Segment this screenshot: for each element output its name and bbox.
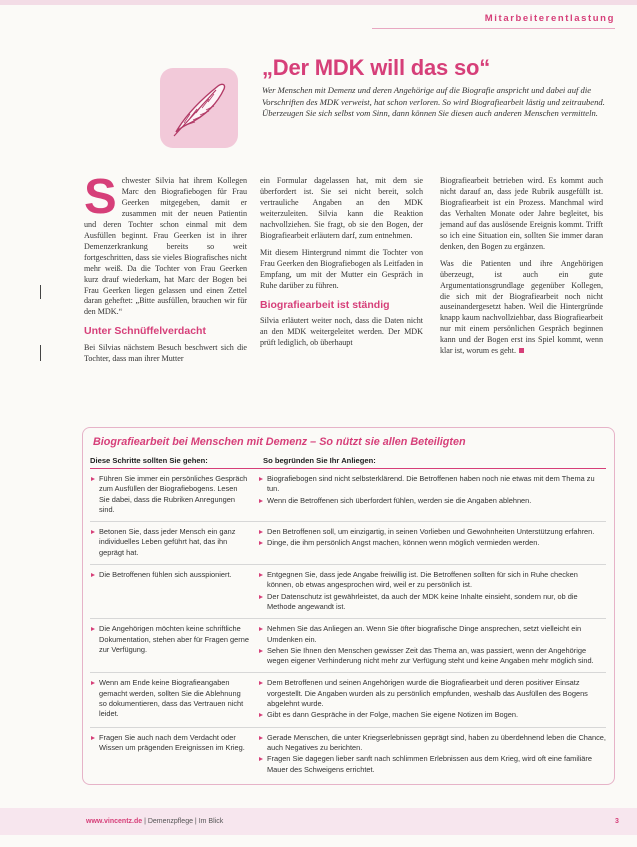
table-body (90, 469, 606, 781)
bullet-item: Fragen Sie auch nach dem Verdacht oder Wissen um prägenden Ereignissen im Krieg. (90, 733, 250, 754)
reason-cell (258, 570, 606, 613)
table-row (90, 564, 606, 618)
table-row (90, 727, 606, 781)
drop-cap: S (84, 170, 117, 224)
bullet-item: Gerade Menschen, die unter Kriegserlebnissen geprägt sind, haben zu überdehnend leben die Chance, auch Negatives zu berichten. (258, 733, 606, 754)
info-box-title: Biografiearbeit bei Menschen mit Demenz – So nützt sie allen Beteiligten (93, 436, 466, 448)
reason-cell (258, 733, 606, 776)
reason-cell (258, 527, 606, 559)
footer-url[interactable]: www.vincentz.de (86, 818, 143, 825)
margin-mark (40, 345, 41, 361)
step-cell (90, 624, 258, 667)
info-table (90, 456, 606, 781)
paragraph: ein Formular dagelassen hat, mit dem sie überfordert ist. Sie sei nicht bereit, solch vertrauliche Angaben an den MDK weiterzuleiten. Silvia kann die Reaktion nachvollziehen. Sie fragt, ob sie den Bogen, der Biografiearbeit erläutern darf, zum entnehmen. (260, 176, 423, 240)
bullet-item: Die Betroffenen fühlen sich ausspioniert. (90, 570, 250, 580)
step-cell (90, 527, 258, 559)
bullet-item: Wenn am Ende keine Biografieangaben gemacht werden, sollten Sie die Ablehnung so dokumentieren, dass das Vertrauen nicht leidet. (90, 678, 250, 719)
bullet-item: Wenn die Betroffenen sich überfordert fühlen, werden sie die Angaben ablehnen. (258, 496, 606, 506)
text-column-1 (84, 170, 247, 371)
table-row (90, 672, 606, 726)
bullet-item: Sehen Sie Ihnen den Menschen gewisser Zeit das Thema an, was passiert, wenn der Angehörige wegen eigener Verhinderung nicht mehr zur Verfügung steht und keine Angaben mehr möglich sind. (258, 646, 606, 667)
bullet-item: Dinge, die ihm persönlich Angst machen, können wenn möglich vermieden werden. (258, 538, 606, 548)
step-cell (90, 474, 258, 516)
bullet-item: Nehmen Sie das Anliegen an. Wenn Sie öfter biografische Dinge ansprechen, setzt vielleicht ein Umdenken ein. (258, 624, 606, 645)
page-number: 3 (615, 818, 619, 825)
step-cell (90, 733, 258, 776)
subheading: Biografiearbeit ist ständig (260, 298, 390, 311)
reason-cell (258, 624, 606, 667)
margin-mark (40, 285, 41, 299)
reason-cell (258, 678, 606, 721)
table-row (90, 618, 606, 672)
bullet-item: Gibt es dann Gespräche in der Folge, machen Sie eigene Notizen im Bogen. (258, 710, 606, 720)
reason-cell (258, 474, 606, 516)
feather-icon (160, 68, 238, 148)
paragraph: Bei Silvias nächstem Besuch beschwert sich die Tochter, dass man ihrer Mutter (84, 343, 247, 364)
paragraph: Was die Patienten und ihre Angehörigen überzeugt, ist auch ein gute Argumentationsgrundlage gegenüber Kollegen, die sich mit der Biografiearbeit noch nicht auseinandergesetzt haben. Weil die Hintergründe knapp kaum nachvollziehbar, dass Biografiearbeit nur mit einem persönlichen Gespräch beginnen kann und der Bogen erst ins Spiel kommt, wenn klar ist, worum es geht. (440, 258, 603, 356)
bullet-item: Die Angehörigen möchten keine schriftliche Dokumentation, stehen aber für Fragen gerne zur Verfügung. (90, 624, 250, 655)
footer-label: | Demenzpflege | Im Blick (142, 818, 224, 825)
bullet-item: Dem Betroffenen und seinen Angehörigen wurde die Biografiearbeit und deren positiver Einsatz vorgestellt. Die Angaben wurden als zu persönlich empfunden, weshalb das Ausfüllen des Bogens abgelehnt wurde. (258, 678, 606, 709)
text-column-2 (260, 176, 423, 355)
step-cell (90, 678, 258, 721)
feather-logo (160, 68, 238, 148)
text-column-3 (440, 176, 603, 363)
column-header: So begründen Sie Ihr Anliegen: (263, 456, 376, 465)
paragraph: Silvia erläutert weiter noch, dass die Daten nicht an den MDK weitergeleitet werden. Der MDK prüft lediglich, ob überhaupt (260, 316, 423, 348)
paragraph: chwester Silvia hat ihrem Kollegen Marc den Biografiebogen für Frau Geerken mitgegeben, damit er zusammen mit der neuen Patientin und deren Tochter schon einmal mit dem Ausfüllen beginnt. Frau Geerken ist in ihrer Demenzerkrankung bereits so weit fortgeschritten, dass sie vieles Biografisches nicht mehr weiß. Da die Tochter von Frau Geerken kurz drauf wiederkam, hat Marc der Bogen bei Frau Geerken liegen gelassen und einen Zettel daran geheftet: „Bitte ausfüllen, brauchen wir für den MDK.“ (84, 176, 247, 317)
bullet-item: Führen Sie immer ein persönliches Gespräch zum Ausfüllen der Biografiebogens. Lesen Sie dabei, dass die Rubriken Anregungen sind. (90, 474, 250, 515)
bullet-item: Den Betroffenen soll, um einzigartig, in seinen Vorlieben und Gewohnheiten Unterstützung erfahren. (258, 527, 606, 537)
bullet-item: Entgegnen Sie, dass jede Angabe freiwillig ist. Die Betroffenen sollten für sich in Ruhe checken können, ob etwas angesprochen wird, weil er zu persönlich ist. (258, 570, 606, 591)
bullet-item: Der Datenschutz ist gewährleistet, da auch der MDK keine Inhalte einsieht, sondern nur, ob die Methode angewandt ist. (258, 592, 606, 613)
column-header: Diese Schritte sollten Sie gehen: (90, 456, 208, 465)
bullet-item: Fragen Sie dagegen lieber sanft nach schlimmen Erlebnissen aus dem Krieg, wird oft eine familiäre Mauer des Schweigens errichtet. (258, 754, 606, 775)
paragraph: Biografiearbeit betrieben wird. Es kommt auch nicht darauf an, dass jede Rubrik ausgefüllt ist. Biografiearbeit ist ein Prozess. Manchmal wird das Verhalten Monate oder Jahre begleitet, bis jemand auf das auslösende Ereignis kommt. Trifft so ich eine Situation ein, sollten Sie immer daran denken, den Bogen zu ergänzen. (440, 176, 603, 251)
section-divider (372, 28, 615, 29)
article-title: „Der MDK will das so“ (262, 55, 491, 80)
step-cell (90, 570, 258, 613)
subheading: Unter Schnüffelverdacht (84, 325, 206, 338)
paragraph: Mit diesem Hintergrund nimmt die Tochter von Frau Geerken den Biografiebogen als Leitfaden in Empfang, um mit der Mutter ein Gespräch in Ruhe darüber zu führen. (260, 247, 423, 290)
end-mark-icon (519, 348, 524, 353)
article-lead: Wer Menschen mit Demenz und deren Angehörige auf die Biografie anspricht und dabei auf die Vorschriften des MDK verweist, hat schon verloren. So wird Biografiearbeit lästig und zeitraubend. Überzeugen Sie sich selbst vom Sinn, dann können Sie diesen auch anderen Menschen vermitteln. (262, 85, 605, 119)
table-row (90, 521, 606, 564)
top-color-bar (0, 0, 637, 5)
section-label: Mitarbeiterentlastung (484, 13, 615, 24)
table-header (90, 456, 606, 469)
table-row (90, 469, 606, 521)
bullet-item: Biografiebogen sind nicht selbsterklärend. Die Betroffenen haben noch nie etwas mit dem Thema zu tun. (258, 474, 606, 495)
bullet-item: Betonen Sie, dass jeder Mensch ein ganz individuelles Leben geführt hat, das ihn geprägt hat. (90, 527, 250, 558)
footer-text (86, 818, 223, 825)
